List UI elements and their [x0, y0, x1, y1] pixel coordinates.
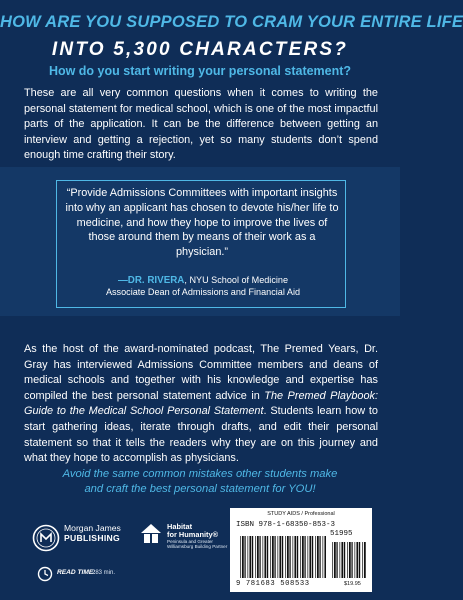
- barcode-bar: [272, 536, 274, 578]
- barcode-bar: [309, 536, 311, 578]
- barcode-bar: [242, 536, 244, 578]
- attribution-line-1: [58, 275, 348, 287]
- habitat-affiliate: [167, 539, 227, 549]
- body-part-2: . Students learn how to start gathering ideas, iterate through drafts, and edit their personal statement so that it tells the readers why they are on this journey and what they hope to accomplish as physicians.: [24, 405, 378, 465]
- read-time-value: 283 min.: [92, 570, 116, 576]
- barcode: [234, 530, 370, 584]
- barcode-bar: [315, 536, 316, 578]
- publisher-line-1: Morgan James: [64, 523, 121, 533]
- headline-line-2: INTO 5,300 CHARACTERS?: [51, 39, 349, 60]
- habitat-name: [167, 523, 218, 539]
- intro-paragraph: These are all very common questions when it comes to writing the personal statement for medical school, which is one of the most impactful parts of the application. It can be the difference between getting an interview and getting a rejection, yet so many students don’t spend enough time crafting their story.: [24, 87, 378, 162]
- footer-logos: [24, 512, 228, 588]
- body-part-1: As the host of the award-nominated podcast, The Premed Years, Dr. Gray has interviewed Admissions Committee members and deans of medical schools and together with his knowledge and expertise has compiled the best personal statement advice in: [24, 343, 378, 402]
- attribution-name: DR. RIVERA: [127, 275, 185, 286]
- barcode-bars-addon: [332, 542, 366, 578]
- attribution-title: Associate Dean of Admissions and Financial Aid: [105, 286, 301, 297]
- subheadline: How do you start writing your personal statement?: [48, 64, 352, 78]
- barcode-bar: [278, 536, 279, 578]
- barcode-bar: [364, 542, 366, 578]
- barcode-bar: [244, 536, 245, 578]
- barcode-number: 9 781683 508533: [236, 580, 310, 588]
- barcode-bar: [263, 536, 264, 578]
- price-code: 51995: [330, 530, 353, 538]
- barcode-bar: [344, 542, 345, 578]
- barcode-bar: [257, 536, 259, 578]
- barcode-bar: [289, 536, 290, 578]
- barcode-bar: [279, 536, 281, 578]
- barcode-bar: [319, 536, 320, 578]
- barcode-bar: [336, 542, 337, 578]
- barcode-bar: [259, 536, 260, 578]
- barcode-bar: [255, 536, 256, 578]
- barcode-bar: [285, 536, 286, 578]
- barcode-bar: [248, 536, 249, 578]
- barcode-bar: [323, 536, 324, 578]
- barcode-bar: [317, 536, 319, 578]
- barcode-bar: [287, 536, 289, 578]
- barcode-bar: [355, 542, 356, 578]
- barcode-bar: [340, 542, 341, 578]
- headline-line-1: HOW ARE YOU SUPPOSED TO CRAM YOUR ENTIRE LIFE: [0, 13, 463, 31]
- quote-attribution: [58, 275, 348, 298]
- habitat-line-1: Habitat: [167, 522, 193, 531]
- tagline: [0, 467, 400, 497]
- barcode-box: [230, 508, 372, 592]
- barcode-bar: [349, 542, 351, 578]
- habitat-house-icon: [139, 522, 163, 544]
- quote-text: “Provide Admissions Committees with important insights into why an applicant has chosen to devote his/her life to medicine, and how they hope to improve the lives of those around them by means of their work as a physician.”: [65, 187, 339, 259]
- barcode-bar: [294, 536, 296, 578]
- price: $19.95: [344, 581, 361, 587]
- barcode-bar: [341, 542, 343, 578]
- category-label: STUDY AIDS / Professional: [267, 511, 335, 517]
- habitat-line-2: for Humanity®: [167, 530, 219, 539]
- barcode-bar: [359, 542, 360, 578]
- attribution-dash: —: [117, 275, 128, 286]
- barcode-bar: [302, 536, 304, 578]
- isbn-text: ISBN 978-1-68350-853-3: [236, 521, 336, 529]
- habitat-sub-2: Williamsburg Building Partner: [167, 544, 228, 549]
- barcode-bar: [252, 536, 253, 578]
- morgan-james-logo-icon: [32, 524, 60, 552]
- barcode-bar: [324, 536, 326, 578]
- barcode-bar: [351, 542, 352, 578]
- body-paragraph: [24, 342, 378, 467]
- barcode-bar: [264, 536, 266, 578]
- barcode-bar: [347, 542, 348, 578]
- barcode-bars-main: [240, 536, 326, 578]
- barcode-bar: [249, 536, 251, 578]
- publisher-name: [64, 523, 121, 543]
- tagline-line-2: and craft the best personal statement for YOU!: [84, 482, 316, 495]
- barcode-bar: [282, 536, 283, 578]
- barcode-bar: [240, 536, 241, 578]
- barcode-bar: [312, 536, 313, 578]
- read-time-clock-icon: [37, 566, 53, 582]
- barcode-bar: [362, 542, 363, 578]
- barcode-bar: [308, 536, 309, 578]
- barcode-bar: [300, 536, 301, 578]
- publisher-line-2: PUBLISHING: [64, 533, 120, 543]
- book-title: The Premed Playbook: Guide to the Medical School Personal Statement: [24, 389, 379, 418]
- barcode-bar: [267, 536, 268, 578]
- barcode-bar: [334, 542, 336, 578]
- read-time-label: READ TIME:: [57, 569, 96, 576]
- tagline-line-1: Avoid the same common mistakes other students make: [62, 468, 338, 480]
- barcode-bar: [356, 542, 358, 578]
- barcode-bar: [304, 536, 305, 578]
- barcode-bar: [270, 536, 271, 578]
- barcode-bar: [332, 542, 333, 578]
- barcode-bar: [293, 536, 294, 578]
- barcode-bar: [297, 536, 298, 578]
- habitat-sub-1: Peninsula and Greater: [167, 539, 213, 544]
- barcode-bar: [274, 536, 275, 578]
- attribution-affiliation: , NYU School of Medicine: [184, 275, 289, 285]
